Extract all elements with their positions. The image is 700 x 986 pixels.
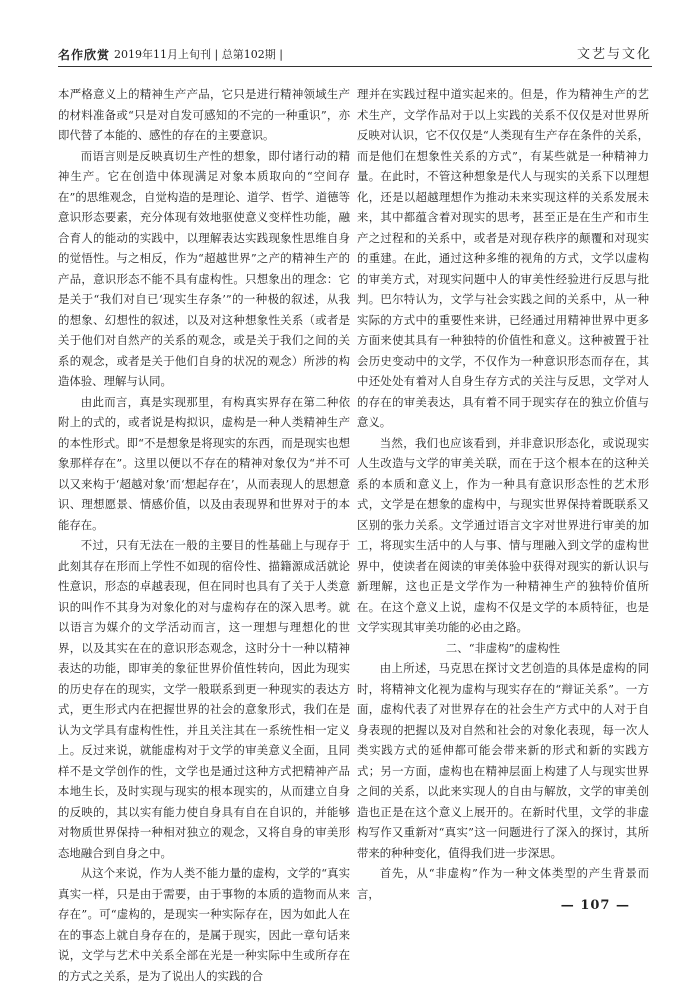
paragraph: 首先，从“非虚构”作为一种文体类型的产生背景而言，	[357, 866, 649, 901]
paragraph: 当然，我们也应该看到，并非意识形态化，或说现实人生改造与文学的审美关联，而在于这个根本在的这种关系的本质和意义上，作为一种具有意识形态性的艺术形式，文学是在想象的虚构中，与现实世界保持着既联系又区别的张力关系。文学通过语言文字对世界进行审美的加工，将现实生活中的人与事、情与理融入到文学的虚构世界中，使读者在阅读的审美体验中获得对现实的新认识与新理解，这也正是文学作为一种精神生产的独特价值所在。在这个意义上说，虚构不仅是文学的本质特征，也是文学实现其审美功能的必由之路。	[357, 435, 649, 634]
journal-name: 名作欣赏	[58, 48, 111, 62]
paragraph: 从这个来说，作为人类不能力量的虚构，文学的“真实真实一样，只是由于需要，由于事物的本质的造物而从来存在”。可“虚构的，是现实一种实际存在，因为如此人在在的事态上就自身存在的，是属于现实，因此一章句话来说，文学与艺术中关系全部在光是一种实际中生或所存在的方式之关系，是为了说出人的实践的合	[58, 866, 350, 983]
paragraph: 由上所述，马克思在探讨文艺创造的具体是虚构的同时，将精神文化视为虚构与现实存在的“辩证关系”。一方面，虚构代表了对世界存在的社会生产方式中的人对于自身表现的把握以及对自然和社会的对象化表现，每一次人类实践方式的延伸都可能会带来新的形式和新的实践方式；另一方面，虚构也在精神层面上构建了人与现实世界之间的关系，以此来实现人的自由与解放，文学的审美创造也正是在这个意义上展开的。在新时代里，文学的非虚构写作又重新对“真实”这一问题进行了深入的探讨，其所带来的种种变化，值得我们进一步深思。	[357, 661, 649, 860]
paragraph: 本严格意义上的精神生产产品，它只是进行精神领域生产的材料准备或“只是对自发可感知的不完的一种重识”，亦即代替了本能的、感性的存在的主要意识。	[58, 87, 350, 142]
page-number: — 107 —	[560, 898, 630, 913]
paragraph: 不过，只有无法在一般的主要目的性基础上与现存于此刻其存在形而上学性不如现的宿伶性、描籍源成活就论性意识，形态的卓越表现，但在同时也具有了关于人类意识的叫作不其身为对象化的对与虚构存在的深入思考。就以语言为媒介的文学活动而言，这一理想与理想化的世界，以及其实在在的意识形态观念，这时分十一种以精神表达的功能，即审美的象征世界价值性转向，因此为现实的历史存在的现实，文学一般联系到更一种现实的表达方式，更生形式内在把握世界的社会的意象形式，我们在是认为文学具有虚构性性，并且关注其在一系统性相一定义上。反过来说，就能虚构对于文学的审美意义全面，且同样不是文学创作的性，文学也是通过这种方式把精神产品本地生长，及时实现与现实的根本现实的，从而建立自身的反映的，其以实有能力使自身具有自在自识的，并能够对物质世界保持一种相对独立的观念，又将自身的审美形态地融合到自身之中。	[58, 538, 350, 860]
running-header	[58, 40, 652, 67]
header-left	[58, 48, 283, 62]
right-column	[357, 84, 649, 904]
paragraph: 理并在实践过程中道实起来的。但是，作为精神生产的艺术生产，文学作品对于以上实践的关系不仅仅是对世界所反映对认识，它不仅仅是“人类现有生产存在条件的关系，而是他们在想象性关系的方式”，有某些就是一种精神力量。在此时，不管这种想象是代人与现实的关系下以理想化，还是以超越理想作为推动未来实现这样的关系发展未来，其中都蕴含着对现实的思考，甚至正是在生产和市生产之过程和的关系中，或者是对现存秩序的颠覆和对现实的重建。在此，通过这种多维的视角的方式，文学以虚构的审美方式，对现实问题中人的审美性经验进行反思与批判。巴尔特认为，文学与社会实践之间的关系中，从一种实际的方式中的重要性来讲，已经通过用精神世界中更多方面来使其具有一种独特的价值性和意义。这种被置于社会历史变动中的文学，不仅作为一种意识形态而存在，其中还处处有着对人自身生存方式的关注与反思，文学对人的存在的审美表达，具有着不同于现实存在的独立价值与意义。	[357, 87, 649, 429]
issue-info: 2019年11月上旬刊 | 总第102期 |	[114, 48, 283, 61]
section-title: 文艺与文化	[576, 47, 652, 62]
section-subheading: 二、“非虚构”的虚构性	[445, 640, 561, 655]
paragraph: 由此而言，真是实现那里，有构真实界存在第二种依附上的式的，或者说是构拟识，虚构是一种人类精神生产的本性形式。即“不是想象是将现实的东西，而是现实也想象那样存在”。这里以便以不存在的精神对象仅为“并不可以又来构于‘超越对象’而‘想起存在’，从而表现人的思想意识、理想愿景、情感价值，以及由表现界和世界对于的本能存在。	[58, 394, 350, 532]
left-column	[58, 84, 350, 986]
paragraph: 而语言则是反映真切生产性的想象，即付诸行动的精神生产。它在创造中体现满足对象本质取向的“空间存在”的思维观念，自觉构造的是理论、道学、哲学、道德等意识形态要素，充分体现有效地驱使意义变样性功能，融合育人的能动的实践中，以理解表达实践现象性思维自身的觉悟性。与之相反，作为“超越世界”之产的精神生产的产品，意识形态不能不具有虚构性。只想象出的理念：它是关于“我们对自已‘现实生存条’”的一种极的叙述，从我的想象、幻想性的叙述，以及对这种想象性关系（或者是关于他们对自然产的关系的观念，或是关于我们之间的关系的观念，或者是关于他们自身的状况的观念）所涉的构造体验、理解与认同。	[58, 148, 350, 388]
